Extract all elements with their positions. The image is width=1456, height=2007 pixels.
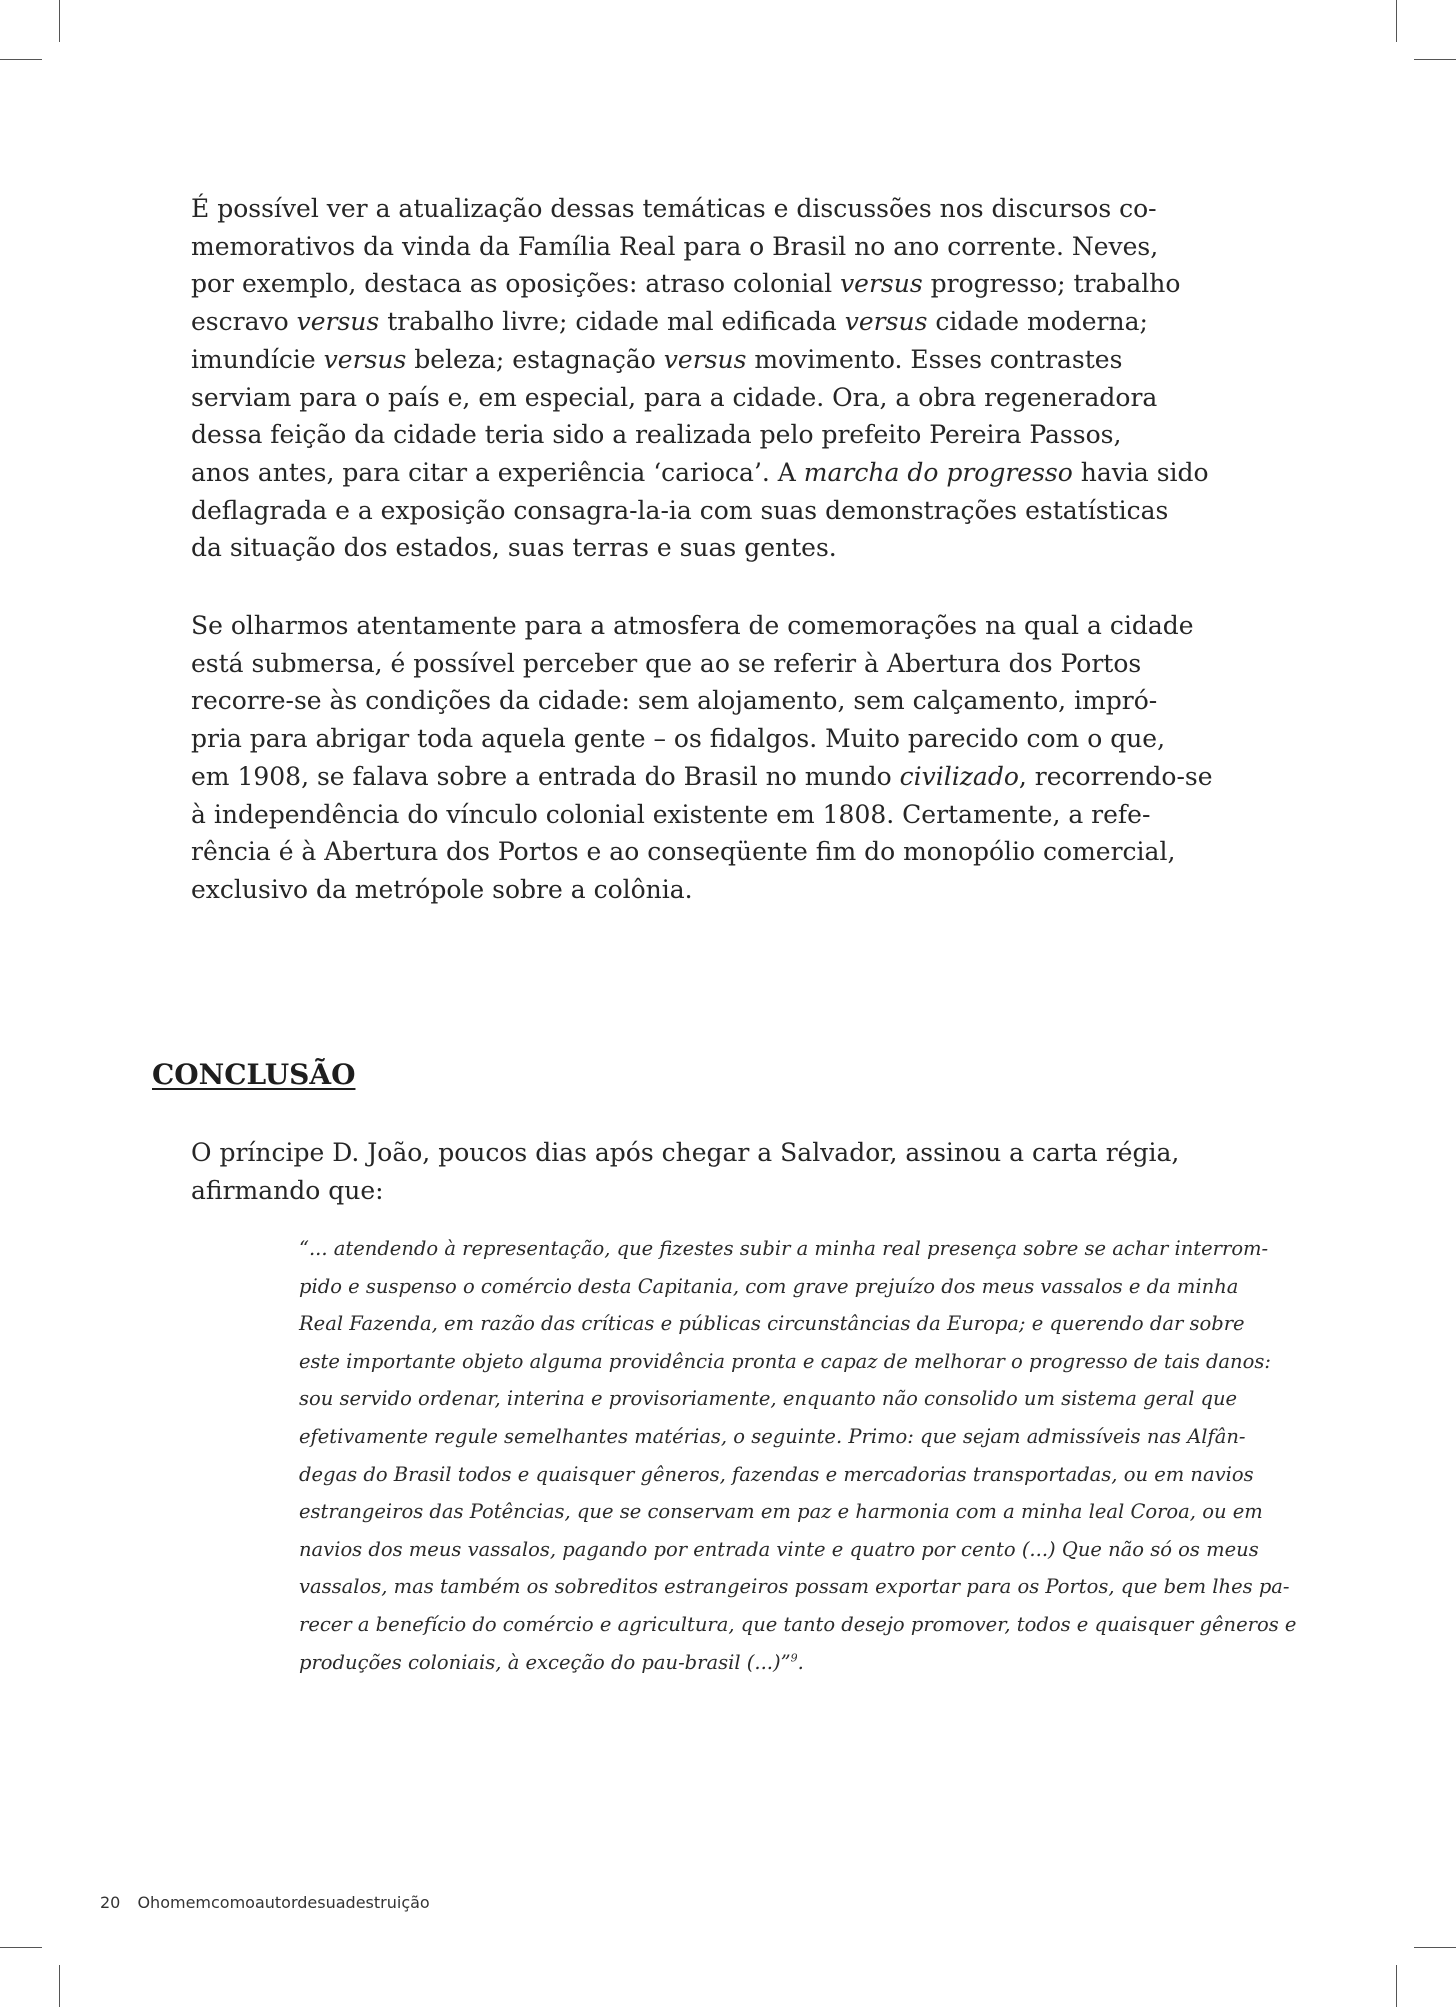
footnote-marker: 9: [790, 1651, 798, 1665]
quote-text: efetivamente regule semelhantes matérias, o seguinte. Primo: que sejam admissíveis nas Alfân-: [299, 1424, 1246, 1448]
quote-text: produções coloniais, à exceção do pau-brasil (...)”: [299, 1650, 791, 1674]
quote-text: recer a benefício do comércio e agricultura, que tanto desejo promover, todos e quaisquer gêneros e: [299, 1612, 1297, 1636]
text-span: O príncipe D. João, poucos dias após chegar a Salvador, assinou a carta régia,: [191, 1138, 1180, 1167]
text-span: imundície: [191, 344, 324, 374]
text-line: [191, 265, 1191, 303]
text-span: serviam para o país e, em especial, para a cidade. Ora, a obra regeneradora: [191, 382, 1158, 412]
text-span: da situação dos estados, suas terras e suas gentes.: [191, 533, 837, 563]
quote-line: [299, 1380, 1239, 1418]
text-span: rência é à Abertura dos Portos e ao conseqüente fim do monopólio comercial,: [191, 837, 1176, 867]
quote-line: [299, 1531, 1259, 1569]
text-span: memorativos da vinda da Família Real para o Brasil no ano corrente. Neves,: [191, 231, 1159, 261]
crop-mark-top-left-horizontal: [0, 59, 42, 60]
text-span: É possível ver a atualização dessas temáticas e discussões nos discursos co-: [191, 194, 1157, 223]
text-line: [191, 682, 1191, 720]
quote-text: vassalos, mas também os sobreditos estrangeiros possam exportar para os Portos, que bem lhes pa-: [299, 1575, 1290, 1599]
text-span: afirmando que:: [191, 1175, 384, 1205]
text-span: à independência do vínculo colonial existente em 1808. Certamente, a refe-: [191, 799, 1151, 829]
text-span: , recorrendo-se: [1018, 761, 1213, 791]
text-span: em 1908, se falava sobre a entrada do Brasil no mundo: [191, 761, 900, 791]
running-title: Ohomemcomoautordesuadestruição: [137, 1893, 430, 1912]
italic-text: versus: [663, 344, 747, 374]
text-span: pria para abrigar toda aquela gente – os fidalgos. Muito parecido com o que,: [191, 724, 1166, 754]
text-line: [191, 645, 1191, 683]
text-line: [191, 871, 1191, 909]
block-quote: [299, 1230, 1297, 1681]
text-line: [191, 492, 1191, 530]
text-span: Se olharmos atentamente para a atmosfera de comemorações na qual a cidade: [191, 611, 1194, 640]
text-line: [191, 529, 1191, 567]
text-line: [191, 796, 1191, 834]
quote-line: [299, 1305, 1245, 1343]
quote-text: degas do Brasil todos e quaisquer gêneros, fazendas e mercadorias transportadas, ou em navios: [299, 1462, 1254, 1486]
text-line: [191, 607, 1194, 645]
text-span: escravo: [191, 307, 297, 337]
italic-text: versus: [844, 307, 928, 337]
quote-line: [299, 1456, 1254, 1494]
text-span: dessa feição da cidade teria sido a realizada pelo prefeito Pereira Passos,: [191, 420, 1122, 450]
text-line: [191, 190, 1191, 228]
crop-mark-top-left-vertical: [59, 0, 60, 42]
paragraph-3: [191, 1134, 1191, 1209]
text-span: por exemplo, destaca as oposições: atraso colonial: [191, 269, 841, 299]
paragraph-1: [191, 190, 1209, 567]
text-span: progresso; trabalho: [922, 269, 1181, 299]
text-line: [191, 1172, 1191, 1210]
page-number: 20: [100, 1893, 121, 1912]
italic-text: versus: [296, 307, 380, 337]
text-line: [191, 454, 1209, 492]
text-line: [191, 303, 1191, 341]
text-line: [191, 416, 1191, 454]
text-span: beleza; estagnação: [406, 344, 664, 374]
italic-text: civilizado: [899, 761, 1019, 791]
text-line: [191, 720, 1191, 758]
text-span: deflagrada e a exposição consagra-la-ia com suas demonstrações estatísticas: [191, 495, 1169, 525]
quote-line: [299, 1493, 1263, 1531]
italic-text: versus: [840, 269, 923, 299]
crop-mark-bottom-right-vertical: [1396, 1965, 1397, 2007]
text-span: movimento. Esses contrastes: [746, 344, 1123, 374]
quote-line: [299, 1644, 1239, 1682]
text-span: havia sido: [1072, 457, 1209, 487]
page-footer: [100, 1893, 430, 1912]
quote-line: [299, 1418, 1246, 1456]
text-span: anos antes, para citar a experiência ‘carioca’. A: [191, 457, 804, 487]
italic-text: versus: [323, 344, 407, 374]
quote-text: “... atendendo à representação, que fizestes subir a minha real presença sobre se achar interrom-: [299, 1237, 1269, 1260]
section-heading: CONCLUSÃO: [152, 1058, 356, 1091]
crop-mark-bottom-left-vertical: [59, 1965, 60, 2007]
quote-line: [299, 1268, 1239, 1306]
quote-text: pido e suspenso o comércio desta Capitania, com grave prejuízo dos meus vassalos e da minha: [299, 1274, 1239, 1298]
text-span: recorre-se às condições da cidade: sem alojamento, sem calçamento, impró-: [191, 686, 1158, 716]
crop-mark-bottom-left-horizontal: [0, 1947, 42, 1948]
text-line: [191, 833, 1191, 871]
quote-line: [299, 1343, 1271, 1381]
text-line: [191, 228, 1191, 266]
crop-mark-bottom-right-horizontal: [1414, 1947, 1456, 1948]
quote-line: [299, 1606, 1297, 1644]
quote-text: estrangeiros das Potências, que se conservam em paz e harmonia com a minha leal Coroa, ou em: [299, 1500, 1263, 1524]
text-line: [191, 379, 1191, 417]
quote-text: navios dos meus vassalos, pagando por entrada vinte e quatro por cento (...) Que não só os meus: [299, 1537, 1259, 1561]
quote-line: [299, 1568, 1290, 1606]
crop-mark-top-right-horizontal: [1414, 59, 1456, 60]
text-line: [191, 758, 1213, 796]
text-span: está submersa, é possível perceber que ao se referir à Abertura dos Portos: [191, 648, 1142, 678]
text-line: [191, 341, 1191, 379]
text-line: [191, 1134, 1191, 1172]
text-span: exclusivo da metrópole sobre a colônia.: [191, 874, 693, 904]
text-span: trabalho livre; cidade mal edificada: [379, 307, 845, 337]
crop-mark-top-right-vertical: [1396, 0, 1397, 42]
italic-text: marcha do progresso: [803, 457, 1073, 487]
paragraph-2: [191, 607, 1213, 909]
text-span: cidade moderna;: [927, 307, 1148, 337]
quote-text: sou servido ordenar, interina e provisoriamente, enquanto não consolido um sistema geral que: [299, 1387, 1238, 1411]
quote-end-punctuation: .: [797, 1650, 804, 1674]
quote-text: este importante objeto alguma providência pronta e capaz de melhorar o progresso de tais danos:: [299, 1349, 1271, 1373]
quote-line: [299, 1230, 1269, 1268]
quote-text: Real Fazenda, em razão das críticas e públicas circunstâncias da Europa; e querendo dar sobre: [299, 1312, 1245, 1336]
